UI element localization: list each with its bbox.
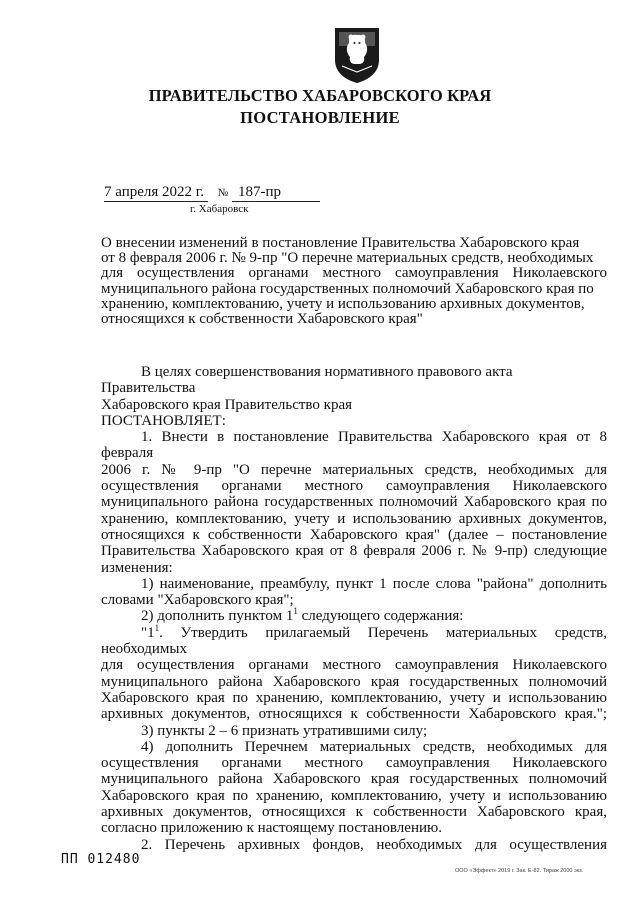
subitem-4-line: осуществления органами местного самоуправления Николаевского	[101, 755, 607, 772]
quoted-item	[101, 622, 607, 723]
subitem-4-line: 4) дополнить Перечнем материальных средств, необходимых для	[141, 738, 607, 755]
subitem-1-line: словами "Хабаровского края";	[101, 592, 294, 609]
subject-line: от 8 февраля 2006 г. № 9-пр "О перечне материальных средств, необходимых	[101, 250, 594, 267]
decree-word: ПОСТАНОВЛЯЕТ:	[101, 412, 226, 429]
quoted-item-line: Хабаровского края по хранению, комплектованию, учету и использованию	[101, 689, 607, 706]
quoted-item-line: архивных документов, относящихся к собственности Хабаровского края.";	[101, 706, 607, 723]
document-number: 187-пр	[232, 184, 320, 202]
quoted-item-line: муниципального района Хабаровского края государственных полномочий	[101, 673, 607, 690]
quote-text: . Утвердить прилагаемый Перечень материальных средств, необходимых	[101, 624, 607, 658]
subitem-4-line: Хабаровского края по хранению, комплектованию, учету и использованию	[101, 787, 607, 804]
item-1-line: 1. Внести в постановление Правительства Хабаровского края от 8 февраля	[101, 429, 607, 462]
subject-line: хранению, комплектованию, учету и использованию архивных документов,	[101, 295, 585, 312]
document-serial-code: ПП 012480	[61, 852, 141, 867]
subitem-2	[101, 608, 607, 624]
document-subject	[101, 236, 607, 327]
quoted-item-line: для осуществления органами местного самоуправления Николаевского	[101, 657, 607, 674]
item-1-line: Правительства Хабаровского края от 8 февраля 2006 г. № 9-пр) следующие	[101, 543, 607, 560]
preamble-line: Хабаровского края Правительство края	[101, 396, 353, 413]
document-type: ПОСТАНОВЛЕНИЕ	[240, 108, 400, 127]
subitem-4	[101, 739, 607, 837]
number-prefix: №	[217, 187, 229, 199]
item-1-line: 2006 г. № 9-пр "О перечне материальных средств, необходимых для	[101, 461, 607, 478]
subitem-2-text: следующего содержания:	[297, 608, 464, 625]
preamble-line: В целях совершенствования нормативного правового акта Правительства	[101, 364, 513, 397]
superscript: 1	[293, 606, 298, 617]
superscript: 1	[154, 622, 160, 633]
item-1	[101, 429, 607, 576]
coat-of-arms-icon	[332, 26, 382, 84]
item-2	[101, 837, 607, 853]
subitem-2-line	[101, 608, 607, 624]
item-1-line: изменения:	[101, 559, 173, 576]
item-1-line: муниципального района государственных полномочий Хабаровского края по	[101, 494, 607, 511]
document-body	[101, 364, 607, 853]
item-1-line: относящихся к собственности Хабаровского края" (далее – постановление	[101, 526, 607, 543]
subitem-4-line: муниципального района Хабаровского края государственных полномочий	[101, 771, 607, 788]
subitem-1-line: 1) наименование, преамбулу, пункт 1 после слова "района" дополнить	[141, 575, 607, 592]
government-title: ПРАВИТЕЛЬСТВО ХАБАРОВСКОГО КРАЯ	[148, 86, 492, 105]
document-date: 7 апреля 2022 г.	[104, 184, 208, 202]
quote-number: "1	[141, 624, 155, 641]
subitem-4-line: архивных документов, относящихся к собственности Хабаровского края,	[101, 804, 607, 821]
preamble	[101, 364, 607, 429]
subitem-4-line: согласно приложению к настоящему постановлению.	[101, 820, 442, 837]
subject-line: для осуществления органами местного самоуправления Николаевского	[101, 265, 607, 282]
subitem-3-line: 3) пункты 2 – 6 признать утратившими силу;	[141, 722, 428, 739]
subitem-3	[101, 723, 607, 739]
subject-line: относящихся к собственности Хабаровского края"	[101, 311, 423, 328]
item-1-line: хранению, комплектованию, учету и использованию архивных документов,	[101, 510, 607, 527]
item-1-line: осуществления органами местного самоуправления Николаевского	[101, 478, 607, 495]
subitem-2-text: 2) дополнить пунктом 1	[141, 608, 294, 625]
quoted-item-line	[101, 622, 607, 658]
city-label: г. Хабаровск	[190, 203, 249, 215]
item-2-line: 2. Перечень архивных фондов, необходимых для осуществления	[141, 836, 607, 853]
subject-line: О внесении изменений в постановление Правительства Хабаровского края	[101, 235, 580, 251]
date-number-line	[104, 184, 320, 202]
subitem-1	[101, 576, 607, 609]
subject-line: муниципального района государственных полномочий Хабаровского края по	[101, 280, 594, 297]
print-info: ООО «Эффект» 2019 г. Зак. Е-82. Тираж 2000 экз.	[455, 868, 584, 874]
